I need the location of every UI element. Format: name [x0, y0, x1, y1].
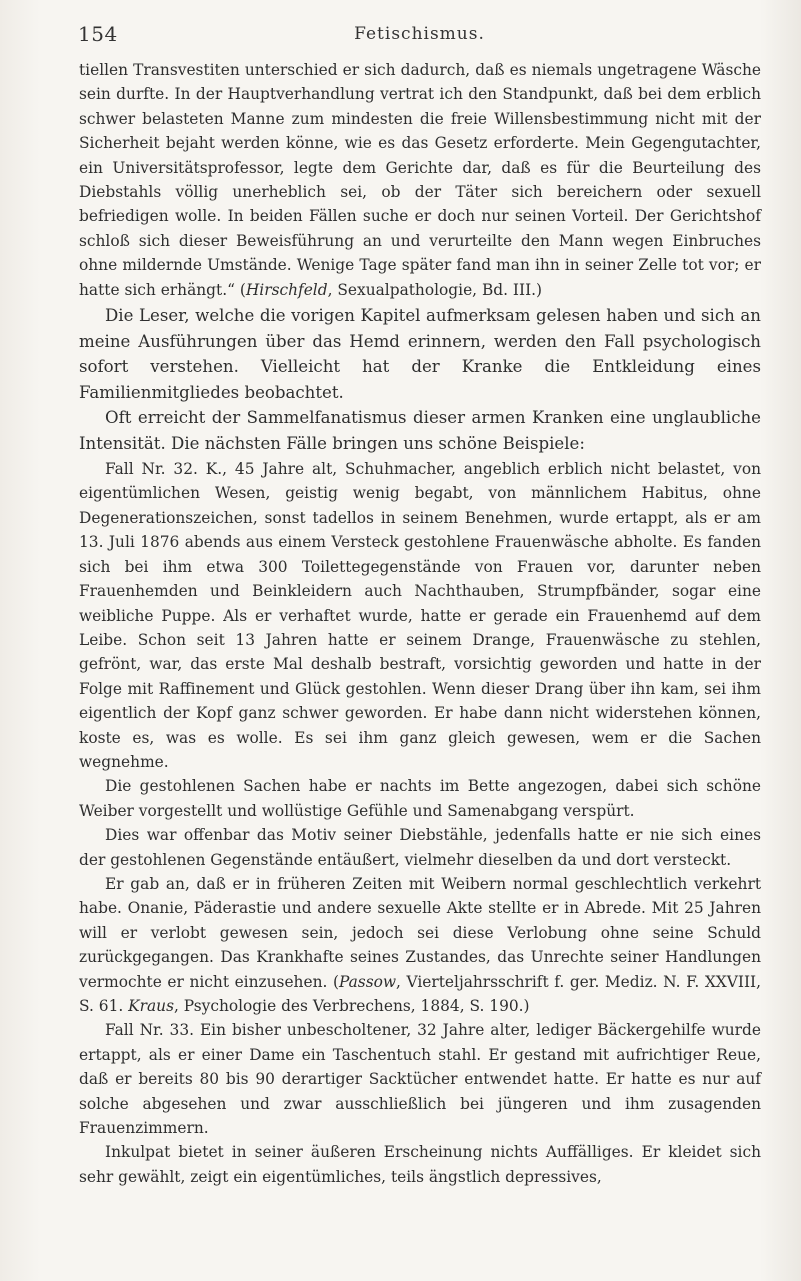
- page-header: [78, 22, 761, 52]
- running-title: Fetischismus.: [354, 24, 485, 44]
- paragraph-reader-note: Die Leser, welche die vorigen Kapitel aufmerksam gelesen haben und sich an meine Ausführungen über das Hemd erinnern, werden den Fall psychologisch sofort verstehen. Vielleicht hat der Kranke die Entkleidung eines Familienmitgliedes beobachtet.: [79, 306, 761, 402]
- citation-end: , Psychologie des Verbrechens, 1884, S. 190.): [174, 997, 530, 1015]
- citation-author-passow: Passow: [338, 972, 397, 991]
- case-32-paragraph-1: Fall Nr. 32. K., 45 Jahre alt, Schuhmacher, angeblich erblich nicht belastet, von eigentümlichen Wesen, geistig wenig begabt, von männlichem Habitus, ohne Degenerationszeichen, sonst tadellos in seinem Benehmen, wurde ertappt, als er am 13. Juli 1876 abends aus einem Versteck gestohlene Frauenwäsche abholte. Es fanden sich bei ihm etwa 300 Toilettegegenstände von Frauen vor, darunter neben Frauenhemden und Beinkleidern auch Nachthauben, Strumpfbänder, sogar eine weibliche Puppe. Als er verhaftet wurde, hatte er gerade ein Frauenhemd auf dem Leibe. Schon seit 13 Jahren hatte er seinem Drange, Frauenwäsche zu stehlen, gefrönt, war, das erste Mal deshalb bestraft, vorsichtig geworden und hatte in der Folge mit Raffinement und Glück gestohlen. Wenn dieser Drang über ihn kam, sei ihm eigentlich der Kopf ganz schwer geworden. Er habe dann nicht widerstehen können, koste es, was es wolle. Es sei ihm ganz gleich gewesen, wem er die Sachen wegnehme.: [79, 460, 761, 771]
- citation-rest: , Sexualpathologie, Bd. III.): [327, 280, 543, 299]
- case-32-paragraph-4: [79, 872, 761, 1018]
- citation-middle: , Vierteljahrsschrift f. ger. Mediz. N. F. XXVIII, S. 61.: [79, 972, 761, 1015]
- citation-author: Hirschfeld: [245, 280, 328, 299]
- paragraph-collecting-fanaticism: Oft erreicht der Sammelfanatismus dieser armen Kranken eine unglaubliche Intensität. Die nächsten Fälle bringen uns schöne Beispiele:: [79, 408, 761, 453]
- paragraph-text: tiellen Transvestiten unterschied er sich dadurch, daß es niemals ungetragene Wäsche sein durfte. In der Hauptverhandlung vertrat ich den Standpunkt, daß bei dem erblich schwer belasteten Manne zum mindesten die freie Willensbestimmung nicht mit der Sicherheit bejaht werden könne, wie es das Gesetz erforderte. Mein Gegengutachter, ein Universitätsprofessor, legte dem Gerichte dar, daß es für die Beurteilung des Diebstahls völlig unerheblich sei, ob der Täter sich bereichern oder sexuell befriedigen wolle. In beiden Fällen suche er doch nur seinen Vorteil. Der Gerichtshof schloß sich dieser Beweisführung an und verurteilte den Mann wegen Einbruches ohne mildernde Umstände. Wenige Tage später fand man ihn in seiner Zelle tot vor; er hatte sich erhängt.“ (: [79, 61, 761, 299]
- citation-author-kraus: Kraus: [128, 997, 174, 1015]
- case-33-paragraph-2: Inkulpat bietet in seiner äußeren Erscheinung nichts Auffälliges. Er kleidet sich sehr gewählt, zeigt ein eigentümliches, teils ängstlich depressives,: [79, 1143, 761, 1186]
- body-text: [79, 58, 761, 1189]
- case-32-paragraph-3: Dies war offenbar das Motiv seiner Diebstähle, jedenfalls hatte er nie sich eines der gestohlenen Gegenstände entäußert, vielmehr dieselben da und dort versteckt.: [79, 826, 761, 869]
- case-32-paragraph-2: Die gestohlenen Sachen habe er nachts im Bette angezogen, dabei sich schöne Weiber vorgestellt und wollüstige Gefühle und Samenabgang verspürt.: [79, 777, 761, 820]
- paragraph-transvestite-case-end: [79, 58, 761, 302]
- case-33-paragraph-1: Fall Nr. 33. Ein bisher unbescholtener, 32 Jahre alter, lediger Bäckergehilfe wurde ertappt, als er einer Dame ein Taschentuch stahl. Er gestand mit aufrichtiger Reue, daß er bereits 80 bis 90 derartiger Sacktücher entwendet hatte. Er hatte es nur auf solche abgesehen und zwar ausschließlich bei jüngeren und ihm zusagenden Frauenzimmern.: [79, 1021, 761, 1138]
- page-number: 154: [78, 22, 118, 46]
- paragraph-text: Er gab an, daß er in früheren Zeiten mit Weibern normal geschlechtlich verkehrt habe. Onanie, Päderastie und andere sexuelle Akte stellte er in Abrede. Mit 25 Jahren will er verlobt gewesen sein, jedoch sei diese Verlobung ohne seine Schuld zurückgegangen. Das Krankhafte seines Zustandes, das Unrechte seiner Handlungen vermochte er nicht einzusehen. (: [79, 874, 761, 991]
